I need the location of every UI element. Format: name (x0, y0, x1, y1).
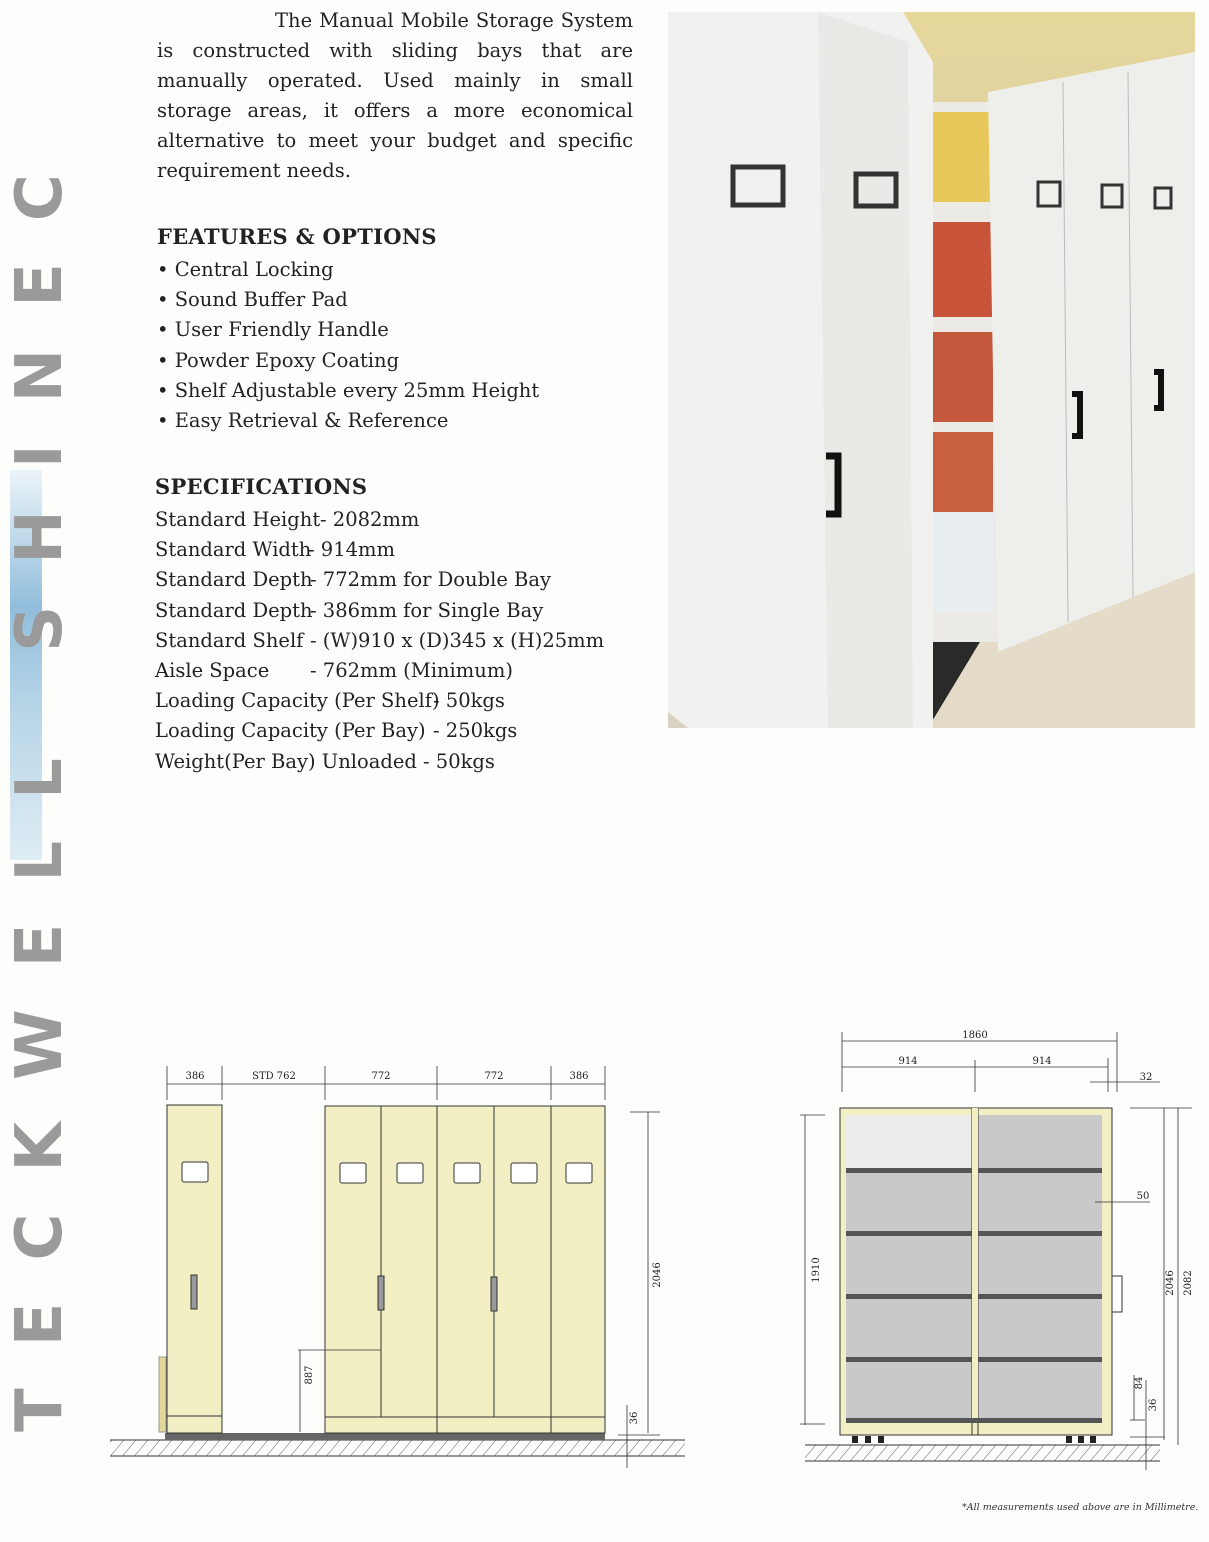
spec-row (155, 626, 604, 656)
side-elevation-drawing (100, 1060, 700, 1480)
spec-value: - 50kgs (433, 689, 505, 713)
feature-item: • Shelf Adjustable every 25mm Height (157, 378, 540, 402)
feature-item: • Easy Retrieval & Reference (157, 409, 449, 433)
dim-label: 1860 (962, 1030, 988, 1041)
dim-label: STD 762 (252, 1071, 296, 1082)
dim-label: 2046 (652, 1262, 663, 1288)
dim-label: 84 (1134, 1376, 1145, 1390)
specifications-table (155, 505, 604, 777)
spec-value: - 762mm (Minimum) (310, 659, 513, 683)
spec-label: Standard Width (155, 538, 312, 562)
spec-row (155, 716, 604, 746)
feature-item: • User Friendly Handle (157, 318, 389, 342)
dim-label: 772 (484, 1071, 504, 1082)
feature-item: • Powder Epoxy Coating (157, 348, 400, 372)
spec-value: - 2082mm (320, 508, 420, 531)
features-list (157, 255, 539, 436)
spec-label: Standard Shelf (155, 628, 304, 652)
spec-value: - 50kgs (423, 749, 495, 773)
front-elevation-drawing (790, 1020, 1209, 1490)
spec-row (155, 535, 604, 565)
dim-label: 2046 (1165, 1270, 1176, 1296)
spec-value: - 250kgs (433, 719, 518, 743)
dim-label: 386 (569, 1071, 589, 1082)
features-heading: FEATURES & OPTIONS (157, 224, 437, 249)
spec-label: Loading Capacity (Per Shelf) (155, 689, 440, 713)
dim-label: 50 (1136, 1191, 1150, 1202)
dim-label: 2082 (1183, 1270, 1194, 1296)
dim-label: 36 (1148, 1398, 1159, 1412)
dim-label: 772 (371, 1071, 391, 1082)
dim-label: 914 (1032, 1056, 1052, 1067)
specifications-heading: SPECIFICATIONS (155, 474, 368, 499)
dim-label: 32 (1139, 1072, 1153, 1083)
dim-label: 386 (185, 1071, 205, 1082)
spec-label: Standard Height (155, 508, 321, 531)
product-photo (668, 12, 1195, 728)
spec-value: - (W)910 x (D)345 x (H)25mm (310, 628, 605, 652)
dim-label: 914 (898, 1056, 918, 1067)
spec-value: - 772mm for Double Bay (310, 568, 552, 592)
mobile-storage-photo-illustration (668, 12, 1195, 728)
spec-row (155, 596, 604, 626)
spec-label: Loading Capacity (Per Bay) (155, 719, 426, 743)
dim-label: 36 (629, 1411, 640, 1425)
measurement-footnote: *All measurements used above are in Millimetre. (962, 1502, 1199, 1513)
spec-label: Weight(Per Bay) Unloaded (155, 749, 417, 773)
spec-label: Aisle Space (155, 659, 270, 683)
spec-row (155, 747, 604, 777)
dim-label: 887 (304, 1365, 315, 1385)
spec-value: - 386mm for Single Bay (310, 598, 544, 622)
dim-label: 1910 (811, 1257, 822, 1283)
brand-vertical: TECKWELL SHINEC (3, 132, 77, 1432)
feature-item: • Central Locking (157, 258, 334, 281)
spec-label: Standard Depth (155, 568, 313, 592)
intro-paragraph: The Manual Mobile Storage System is constructed with sliding bays that are manually operated. Used mainly in small storage areas, it offers a more economical alternative to meet your budget and specific requirement needs. (157, 9, 633, 182)
spec-row (155, 656, 604, 686)
feature-item: • Sound Buffer Pad (157, 288, 348, 312)
spec-row (155, 686, 604, 716)
spec-value: - 914mm (308, 538, 395, 562)
spec-row (155, 505, 604, 535)
spec-row (155, 565, 604, 595)
spec-label: Standard Depth (155, 598, 313, 622)
